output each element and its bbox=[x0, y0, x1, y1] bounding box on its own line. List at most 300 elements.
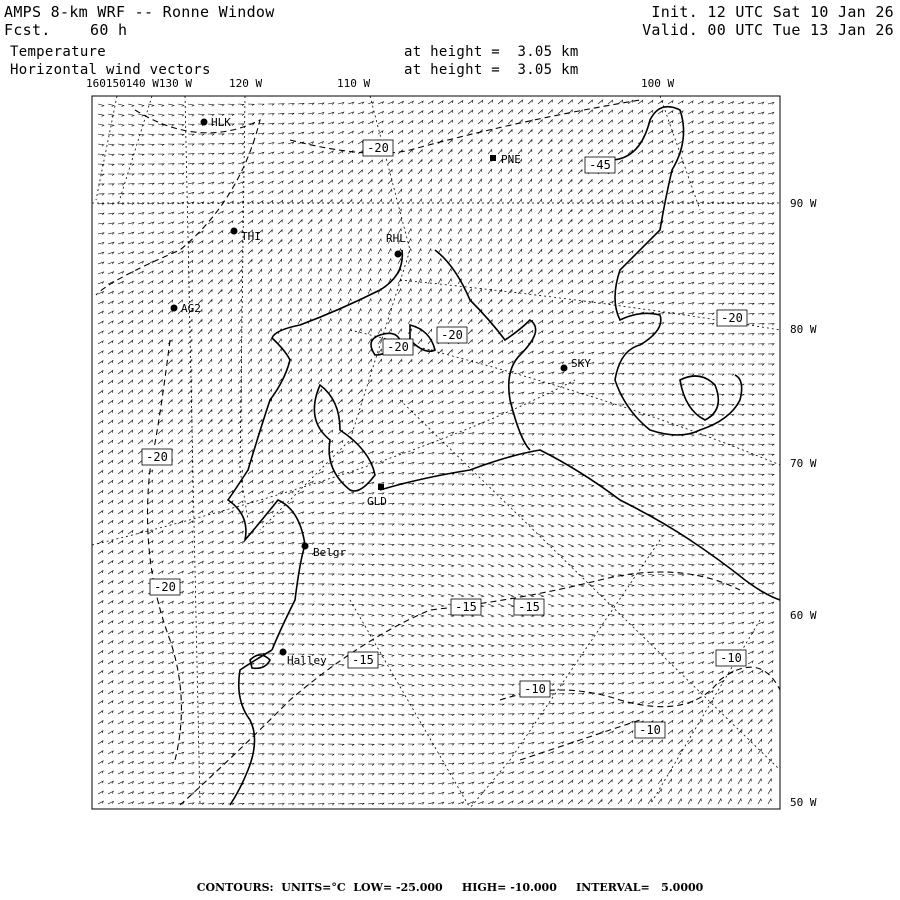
wind-vector bbox=[738, 474, 744, 476]
wind-vector bbox=[678, 262, 684, 264]
wind-vector bbox=[98, 292, 104, 295]
wind-vector bbox=[248, 603, 254, 605]
wind-vector bbox=[748, 192, 754, 194]
wind-vector bbox=[768, 193, 774, 195]
wind-vector bbox=[408, 544, 414, 546]
wind-vector bbox=[188, 114, 194, 116]
wind-vector bbox=[228, 182, 234, 184]
wind-vector bbox=[188, 571, 193, 574]
wind-vector bbox=[708, 394, 714, 396]
wind-vector bbox=[368, 584, 374, 586]
wind-vector bbox=[638, 789, 642, 794]
wind-vector bbox=[768, 253, 774, 255]
wind-vector bbox=[758, 223, 764, 225]
wind-vector bbox=[458, 684, 464, 686]
wind-vector bbox=[348, 131, 353, 134]
wind-vector bbox=[328, 190, 332, 194]
wind-vector bbox=[488, 584, 494, 587]
wind-vector bbox=[578, 120, 582, 124]
wind-vector bbox=[298, 190, 303, 194]
wind-vector bbox=[428, 421, 433, 424]
wind-vector bbox=[658, 201, 663, 204]
wind-vector bbox=[218, 211, 223, 214]
wind-vector bbox=[518, 554, 524, 557]
wind-vector bbox=[108, 631, 113, 634]
wind-vector bbox=[388, 269, 391, 274]
wind-vector bbox=[318, 349, 322, 354]
wind-vector bbox=[728, 749, 732, 754]
wind-vector bbox=[168, 280, 173, 284]
wind-vector bbox=[698, 424, 704, 426]
wind-vector bbox=[468, 350, 473, 354]
wind-vector bbox=[128, 262, 134, 265]
wind-vector bbox=[258, 339, 262, 344]
wind-vector bbox=[328, 674, 334, 676]
wind-vector bbox=[188, 290, 192, 294]
wind-vector bbox=[478, 391, 483, 394]
wind-vector bbox=[388, 400, 393, 404]
wind-vector bbox=[528, 403, 534, 405]
wind-vector bbox=[338, 180, 342, 184]
wind-vector bbox=[648, 484, 654, 487]
wind-vector bbox=[138, 440, 143, 444]
wind-vector bbox=[598, 574, 604, 577]
wind-vector bbox=[468, 330, 472, 334]
wind-vector bbox=[738, 524, 744, 526]
wind-vector bbox=[228, 773, 234, 775]
wind-vector bbox=[588, 454, 594, 456]
wind-vector bbox=[578, 790, 582, 794]
wind-vector bbox=[638, 281, 643, 284]
wind-vector bbox=[568, 484, 574, 487]
wind-vector bbox=[358, 614, 364, 616]
wind-vector bbox=[588, 260, 593, 264]
wind-vector bbox=[138, 591, 143, 594]
wind-vector bbox=[578, 722, 584, 724]
wind-vector bbox=[148, 124, 154, 126]
wind-vector bbox=[348, 451, 353, 454]
wind-vector bbox=[268, 684, 274, 686]
wind-vector bbox=[718, 494, 724, 496]
wind-vector bbox=[158, 762, 164, 764]
wind-vector bbox=[558, 331, 563, 334]
wind-vector bbox=[478, 474, 484, 476]
wind-vector bbox=[758, 680, 763, 684]
wind-vector bbox=[108, 541, 113, 544]
wind-vector bbox=[728, 212, 734, 214]
wind-vector bbox=[558, 300, 563, 304]
wind-vector bbox=[408, 160, 412, 164]
wind-vector bbox=[218, 693, 224, 695]
wind-vector bbox=[688, 494, 694, 497]
wind-vector bbox=[708, 374, 714, 376]
wind-vector bbox=[678, 594, 684, 596]
wind-vector bbox=[688, 750, 692, 755]
wind-vector bbox=[148, 193, 154, 195]
wind-vector bbox=[668, 574, 674, 576]
wind-vector bbox=[268, 734, 274, 736]
wind-vector bbox=[648, 663, 654, 665]
wind-vector bbox=[708, 730, 712, 734]
wind-vector bbox=[498, 454, 504, 456]
wind-vector bbox=[458, 453, 464, 455]
wind-vector bbox=[318, 564, 324, 566]
wind-vector bbox=[378, 229, 382, 234]
wind-vector bbox=[218, 713, 224, 715]
wind-vector bbox=[348, 369, 352, 374]
wind-vector bbox=[518, 484, 524, 486]
wind-vector bbox=[228, 430, 232, 434]
wind-vector bbox=[408, 442, 414, 444]
wind-vector bbox=[578, 484, 584, 487]
wind-vector bbox=[378, 574, 384, 576]
wind-vector bbox=[498, 762, 504, 764]
wind-vector bbox=[248, 399, 252, 404]
wind-vector bbox=[338, 112, 344, 114]
wind-vector bbox=[328, 543, 334, 545]
wind-vector bbox=[498, 249, 502, 254]
wind-vector bbox=[198, 531, 203, 534]
wind-vector bbox=[348, 533, 354, 535]
wind-vector bbox=[608, 534, 614, 537]
wind-vector bbox=[588, 624, 594, 626]
wind-vector bbox=[768, 690, 772, 694]
wind-vector bbox=[248, 613, 254, 615]
wind-vector bbox=[648, 574, 654, 577]
wind-vector bbox=[708, 603, 714, 605]
wind-vector bbox=[678, 653, 684, 655]
wind-vector bbox=[208, 602, 214, 604]
wind-vector bbox=[378, 309, 381, 314]
wind-vector bbox=[178, 782, 184, 784]
wind-vector bbox=[218, 622, 224, 624]
wind-vector bbox=[558, 352, 564, 354]
wind-vector bbox=[238, 572, 244, 574]
wind-vector bbox=[678, 374, 684, 376]
wind-vector bbox=[638, 394, 644, 396]
wind-vector bbox=[398, 462, 404, 464]
wind-vector bbox=[698, 474, 704, 476]
wind-vector bbox=[658, 131, 663, 135]
wind-vector bbox=[418, 514, 424, 516]
wind-vector bbox=[258, 250, 262, 254]
wind-vector bbox=[258, 369, 262, 374]
wind-vector bbox=[638, 574, 644, 577]
wind-vector bbox=[408, 111, 413, 114]
wind-vector bbox=[368, 180, 372, 184]
wind-vector bbox=[448, 360, 452, 364]
wind-vector bbox=[678, 242, 684, 245]
wind-vector bbox=[488, 514, 494, 517]
wind-vector bbox=[118, 681, 123, 684]
wind-vector bbox=[488, 381, 493, 384]
wind-vector bbox=[368, 209, 372, 214]
wind-vector bbox=[338, 803, 344, 805]
wind-vector bbox=[598, 291, 603, 294]
wind-vector bbox=[288, 501, 293, 504]
wind-vector bbox=[228, 163, 234, 165]
wind-vector bbox=[438, 494, 444, 496]
wind-vector bbox=[628, 120, 633, 124]
wind-vector bbox=[358, 131, 363, 134]
wind-vector bbox=[628, 353, 634, 355]
wind-vector bbox=[208, 270, 212, 274]
wind-vector bbox=[528, 280, 532, 284]
wind-vector bbox=[198, 521, 203, 524]
wind-vector bbox=[98, 581, 103, 584]
wind-vector bbox=[298, 634, 304, 636]
wind-vector bbox=[528, 392, 534, 394]
wind-vector bbox=[198, 571, 203, 574]
wind-vector bbox=[448, 309, 452, 314]
wind-vector bbox=[248, 703, 254, 705]
wind-vector bbox=[408, 734, 414, 736]
wind-vector bbox=[338, 543, 344, 545]
wind-vector bbox=[458, 412, 464, 414]
wind-vector bbox=[458, 229, 461, 234]
wind-vector bbox=[128, 330, 133, 334]
contour-label: -10 bbox=[720, 651, 742, 665]
wind-vector bbox=[328, 684, 334, 686]
wind-vector bbox=[638, 110, 643, 114]
wind-vector bbox=[128, 802, 134, 804]
wind-vector bbox=[158, 183, 164, 185]
wind-vector bbox=[518, 624, 524, 627]
wind-vector bbox=[348, 594, 354, 596]
wind-vector bbox=[618, 702, 624, 704]
wind-vector bbox=[218, 172, 224, 174]
wind-vector bbox=[538, 544, 544, 547]
wind-vector bbox=[558, 169, 562, 174]
wind-vector bbox=[228, 369, 232, 374]
wind-vector bbox=[558, 393, 564, 395]
wind-vector bbox=[538, 800, 543, 804]
wind-vector bbox=[108, 511, 113, 515]
wind-vector bbox=[468, 381, 473, 384]
wind-vector bbox=[298, 359, 302, 364]
wind-vector bbox=[678, 504, 684, 507]
wind-vector bbox=[268, 104, 274, 106]
wind-vector bbox=[448, 624, 454, 627]
wind-vector bbox=[668, 633, 674, 635]
wind-vector bbox=[728, 434, 734, 436]
wind-vector bbox=[668, 241, 673, 244]
wind-vector bbox=[548, 674, 554, 676]
wind-vector bbox=[518, 714, 524, 716]
wind-vector bbox=[108, 213, 114, 215]
wind-vector bbox=[308, 674, 314, 676]
wind-vector bbox=[478, 360, 483, 364]
wind-vector bbox=[688, 282, 694, 284]
wind-vector bbox=[578, 761, 583, 764]
wind-vector bbox=[558, 790, 563, 794]
wind-vector bbox=[258, 491, 263, 494]
wind-vector bbox=[598, 751, 603, 754]
wind-vector bbox=[478, 189, 482, 194]
wind-vector bbox=[398, 674, 404, 677]
wind-vector bbox=[648, 181, 653, 185]
wind-vector bbox=[328, 329, 331, 334]
wind-vector bbox=[428, 504, 434, 506]
wind-vector bbox=[208, 783, 214, 785]
wind-vector bbox=[178, 134, 184, 136]
wind-vector bbox=[178, 470, 183, 474]
wind-vector bbox=[548, 713, 554, 715]
wind-vector bbox=[458, 704, 464, 706]
wind-vector bbox=[768, 414, 774, 416]
wind-vector bbox=[348, 279, 351, 284]
wind-vector bbox=[438, 763, 444, 765]
wind-vector bbox=[588, 761, 593, 765]
wind-vector bbox=[238, 329, 242, 334]
wind-vector bbox=[578, 554, 584, 557]
contour-label: -15 bbox=[518, 600, 540, 614]
wind-vector bbox=[278, 440, 282, 444]
wind-vector bbox=[298, 369, 302, 374]
wind-vector bbox=[588, 554, 594, 557]
wind-vector bbox=[538, 331, 543, 334]
wind-vector bbox=[98, 194, 104, 196]
wind-vector bbox=[598, 604, 604, 607]
wind-vector bbox=[468, 773, 474, 775]
wind-vector bbox=[188, 753, 194, 755]
wind-vector bbox=[128, 782, 134, 785]
wind-vector bbox=[618, 584, 624, 587]
wind-vector bbox=[508, 219, 512, 224]
wind-vector bbox=[668, 534, 674, 537]
wind-vector bbox=[558, 534, 564, 537]
wind-vector bbox=[258, 804, 264, 806]
wind-vector bbox=[578, 342, 584, 344]
wind-vector bbox=[268, 674, 274, 676]
wind-vector bbox=[218, 231, 223, 234]
wind-vector bbox=[388, 503, 394, 505]
wind-vector bbox=[188, 511, 193, 515]
wind-vector bbox=[608, 210, 613, 214]
wind-vector bbox=[108, 321, 113, 324]
wind-vector bbox=[368, 554, 374, 556]
wind-vector bbox=[418, 494, 424, 496]
wind-vector bbox=[698, 151, 703, 154]
wind-vector bbox=[318, 259, 322, 264]
valid-time: Valid. 00 UTC Tue 13 Jan 26 bbox=[642, 21, 894, 39]
wind-vector bbox=[538, 169, 542, 174]
wind-vector bbox=[288, 299, 292, 304]
wind-vector bbox=[258, 349, 262, 354]
wind-vector bbox=[148, 380, 152, 384]
wind-vector bbox=[408, 400, 413, 404]
wind-vector bbox=[658, 241, 663, 244]
wind-vector bbox=[488, 733, 494, 735]
wind-vector bbox=[248, 349, 252, 354]
wind-vector bbox=[748, 554, 754, 556]
wind-vector bbox=[268, 724, 274, 726]
wind-vector bbox=[298, 420, 302, 424]
wind-vector bbox=[658, 141, 663, 145]
wind-vector bbox=[448, 684, 454, 686]
wind-vector bbox=[628, 644, 634, 646]
wind-vector bbox=[258, 319, 262, 324]
wind-vector bbox=[678, 221, 683, 224]
wind-vector bbox=[378, 111, 383, 114]
wind-vector bbox=[278, 249, 282, 254]
wind-vector bbox=[138, 174, 144, 176]
wind-vector bbox=[358, 259, 361, 264]
wind-vector bbox=[148, 340, 153, 344]
wind-vector bbox=[448, 634, 454, 637]
wind-vector bbox=[278, 804, 284, 806]
wind-vector bbox=[328, 734, 334, 736]
wind-vector bbox=[248, 339, 252, 344]
wind-vector bbox=[588, 741, 593, 744]
wind-vector bbox=[598, 474, 604, 477]
wind-vector bbox=[708, 504, 714, 506]
wind-vector bbox=[328, 502, 334, 504]
wind-vector bbox=[298, 349, 302, 354]
wind-vector bbox=[548, 732, 554, 734]
wind-vector bbox=[288, 764, 294, 766]
wind-vector bbox=[668, 760, 672, 765]
wind-vector bbox=[138, 561, 143, 564]
wind-vector bbox=[358, 219, 362, 224]
wind-vector bbox=[488, 464, 494, 466]
wind-vector bbox=[448, 484, 454, 486]
wind-vector bbox=[588, 683, 594, 685]
wind-vector bbox=[348, 461, 353, 464]
wind-vector bbox=[658, 634, 664, 636]
wind-vector bbox=[568, 230, 572, 234]
wind-vector bbox=[158, 310, 163, 314]
wind-vector bbox=[408, 724, 414, 726]
wind-vector bbox=[378, 452, 383, 455]
wind-vector bbox=[228, 143, 234, 145]
wind-vector bbox=[688, 414, 694, 416]
wind-vector bbox=[288, 181, 293, 184]
wind-vector bbox=[168, 762, 174, 764]
wind-vector bbox=[718, 354, 724, 356]
wind-vector bbox=[198, 163, 204, 165]
wind-vector bbox=[748, 223, 754, 225]
wind-vector bbox=[598, 230, 603, 234]
wind-vector bbox=[138, 430, 143, 434]
wind-vector bbox=[638, 682, 644, 684]
wind-vector bbox=[698, 759, 702, 764]
wind-vector bbox=[738, 534, 744, 536]
wind-vector bbox=[608, 760, 613, 764]
wind-vector bbox=[468, 594, 474, 597]
wind-vector bbox=[678, 343, 684, 345]
wind-vector bbox=[568, 150, 572, 155]
wind-vector bbox=[178, 632, 184, 634]
wind-vector bbox=[628, 343, 634, 345]
wind-vector bbox=[578, 291, 583, 295]
wind-vector bbox=[658, 343, 664, 345]
wind-vector bbox=[698, 789, 702, 794]
wind-vector bbox=[498, 674, 504, 676]
wind-vector bbox=[278, 389, 282, 394]
wind-vector bbox=[618, 721, 623, 724]
wind-vector bbox=[178, 722, 184, 724]
wind-vector bbox=[538, 733, 544, 735]
wind-vector bbox=[248, 104, 254, 106]
wind-vector bbox=[288, 289, 292, 294]
wind-vector bbox=[718, 374, 724, 376]
wind-vector bbox=[568, 190, 572, 195]
wind-vector bbox=[618, 464, 624, 467]
wind-vector bbox=[518, 403, 524, 405]
wind-vector bbox=[478, 249, 482, 254]
wind-vector bbox=[478, 724, 484, 726]
